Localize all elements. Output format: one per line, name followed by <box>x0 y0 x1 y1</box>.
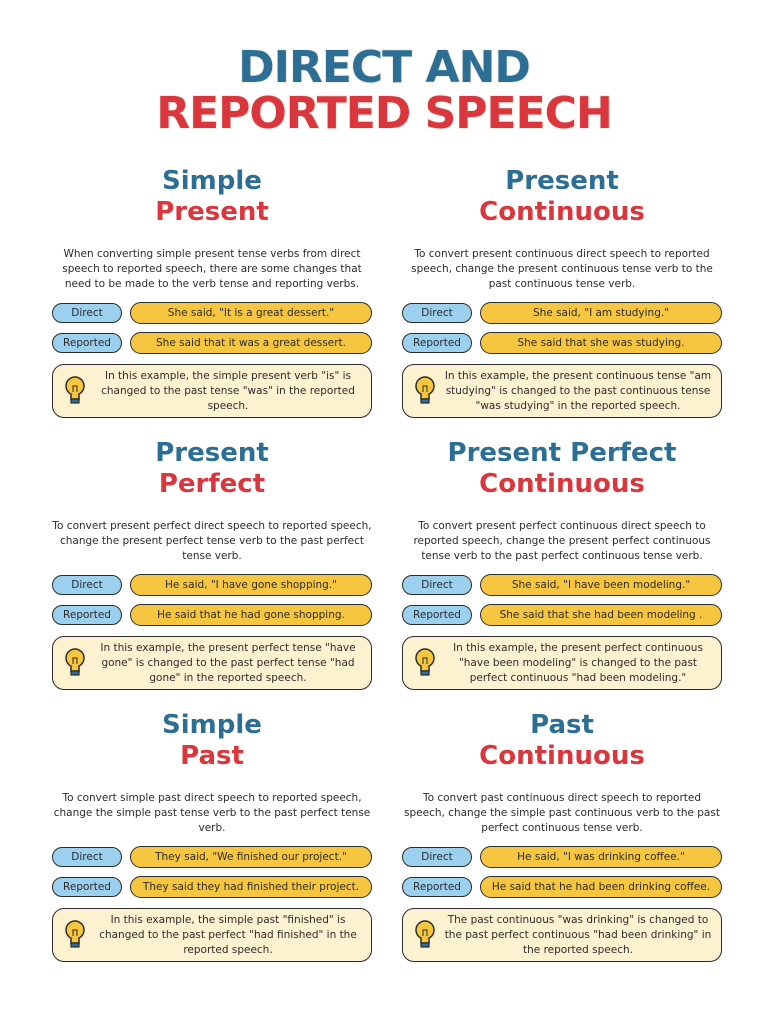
direct-text: He said, "I was drinking coffee." <box>480 846 722 868</box>
reported-text: He said that he had been drinking coffee. <box>480 876 722 898</box>
section-heading-red: Present <box>155 197 269 227</box>
lightbulb-icon <box>413 646 437 680</box>
section-heading-blue: Present <box>505 166 619 196</box>
direct-text: They said, "We finished our project." <box>130 846 372 868</box>
note-text: The past continuous "was drinking" is changed to the past perfect continuous "had been drinking" in the reported speech. <box>444 913 712 956</box>
section-heading-red: Perfect <box>158 469 266 499</box>
lightbulb-icon <box>413 918 437 952</box>
reported-label: Reported <box>402 877 472 897</box>
note-text: In this example, the present perfect tense "have gone" is changed to the past perfect tense "had gone" in the reported speech. <box>100 641 356 684</box>
reported-text: They said they had finished their project. <box>130 876 372 898</box>
direct-row <box>52 846 372 868</box>
section-description: When converting simple present tense verbs from direct speech to reported speech, there are some changes that need to be made to the verb tense and reporting verbs. <box>62 248 362 290</box>
note-text: In this example, the simple past "finished" is changed to the past perfect "had finished" in the reported speech. <box>99 913 357 956</box>
reported-row <box>402 876 722 898</box>
lightbulb-icon <box>413 374 437 408</box>
section-heading-red: Continuous <box>479 741 645 771</box>
direct-row <box>52 302 372 324</box>
note-box <box>402 636 722 690</box>
note-text: In this example, the present continuous tense "am studying" is changed to the past continuous tense "was studying" in the reported speech. <box>444 369 712 412</box>
direct-label: Direct <box>52 303 122 323</box>
section-description: To convert present perfect direct speech to reported speech, change the present perfect tense verb to the past perfect tense verb. <box>52 520 372 562</box>
reported-label: Reported <box>52 333 122 353</box>
direct-row <box>402 574 722 596</box>
direct-text: He said, "I have gone shopping." <box>130 574 372 596</box>
reported-text: She said that she was studying. <box>480 332 722 354</box>
section-present-perfect-continuous <box>402 440 722 690</box>
note-text: In this example, the simple present verb "is" is changed to the past tense "was" in the reported speech. <box>101 369 355 412</box>
direct-label: Direct <box>402 847 472 867</box>
note-box <box>52 364 372 418</box>
direct-text: She said, "It is a great dessert." <box>130 302 372 324</box>
note-box <box>402 908 722 962</box>
section-heading-blue: Present Perfect <box>447 438 677 468</box>
reported-label: Reported <box>52 605 122 625</box>
section-present-continuous <box>402 168 722 418</box>
section-simple-past <box>52 712 372 962</box>
direct-label: Direct <box>402 303 472 323</box>
lightbulb-icon <box>63 646 87 680</box>
section-simple-present <box>52 168 372 418</box>
reported-row <box>52 876 372 898</box>
section-description: To convert simple past direct speech to reported speech, change the simple past tense verb to the past perfect tense verb. <box>53 792 371 834</box>
title-line-1: DIRECT AND <box>238 42 530 93</box>
reported-label: Reported <box>402 333 472 353</box>
direct-label: Direct <box>52 575 122 595</box>
reported-row <box>402 332 722 354</box>
section-heading-red: Continuous <box>479 469 645 499</box>
section-heading-blue: Simple <box>162 710 262 740</box>
direct-row <box>402 846 722 868</box>
note-text: In this example, the present perfect continuous "have been modeling" is changed to the past perfect continuous "had been modeling." <box>453 641 703 684</box>
section-present-perfect <box>52 440 372 690</box>
reported-row <box>52 332 372 354</box>
section-heading-red: Past <box>180 741 244 771</box>
note-box <box>52 636 372 690</box>
section-heading-blue: Present <box>155 438 269 468</box>
direct-label: Direct <box>402 575 472 595</box>
direct-row <box>52 574 372 596</box>
reported-label: Reported <box>402 605 472 625</box>
direct-text: She said, "I am studying." <box>480 302 722 324</box>
lightbulb-icon <box>63 374 87 408</box>
reported-text: She said that it was a great dessert. <box>130 332 372 354</box>
section-heading-blue: Simple <box>162 166 262 196</box>
direct-text: She said, "I have been modeling." <box>480 574 722 596</box>
section-description: To convert past continuous direct speech to reported speech, change the simple past continuous verb to the past perfect continuous tense verb. <box>404 792 720 834</box>
section-description: To convert present continuous direct speech to reported speech, change the present continuous tense verb to the past continuous tense verb. <box>411 248 713 290</box>
section-description: To convert present perfect continuous direct speech to reported speech, change the present perfect continuous tense verb to the past perfect continuous tense verb. <box>413 520 711 562</box>
title-line-2: REPORTED SPEECH <box>156 88 612 139</box>
section-heading-red: Continuous <box>479 197 645 227</box>
direct-row <box>402 302 722 324</box>
lightbulb-icon <box>63 918 87 952</box>
reported-text: She said that she had been modeling . <box>480 604 722 626</box>
section-heading-blue: Past <box>530 710 594 740</box>
reported-row <box>52 604 372 626</box>
section-past-continuous <box>402 712 722 962</box>
direct-label: Direct <box>52 847 122 867</box>
note-box <box>52 908 372 962</box>
reported-label: Reported <box>52 877 122 897</box>
reported-row <box>402 604 722 626</box>
note-box <box>402 364 722 418</box>
reported-text: He said that he had gone shopping. <box>130 604 372 626</box>
